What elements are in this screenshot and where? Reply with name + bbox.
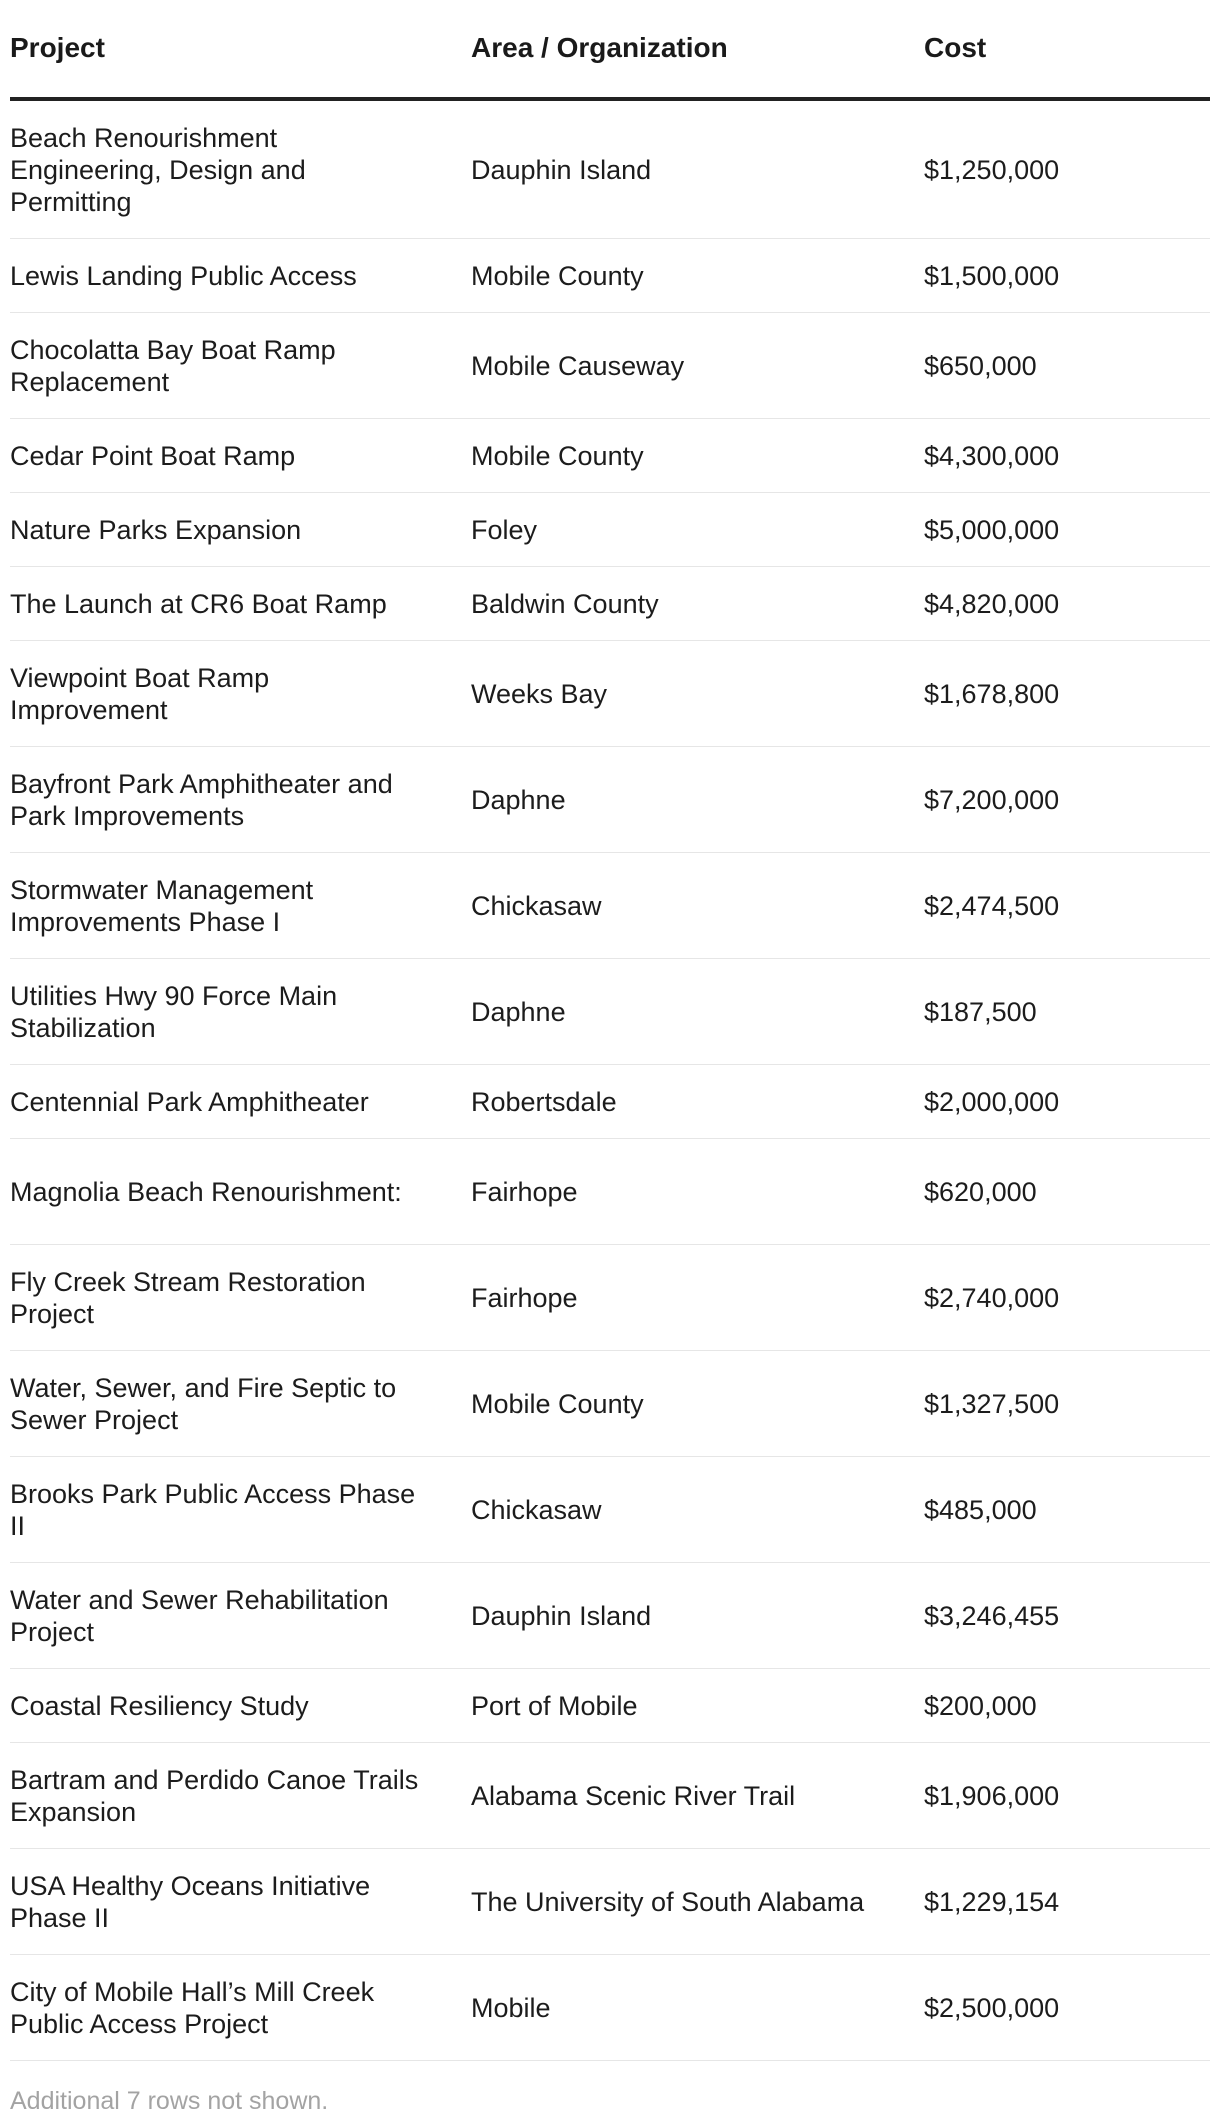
- cell-project: Water and Sewer Rehabilitation Project: [10, 1563, 471, 1669]
- cell-project: Chocolatta Bay Boat Ramp Replacement: [10, 313, 471, 419]
- table-row: [10, 641, 1210, 747]
- cell-area: Baldwin County: [471, 567, 924, 641]
- cell-area: Mobile County: [471, 419, 924, 493]
- cell-cost: $620,000: [924, 1139, 1210, 1245]
- cell-cost: $1,906,000: [924, 1743, 1210, 1849]
- cell-area: Weeks Bay: [471, 641, 924, 747]
- table-row: [10, 747, 1210, 853]
- cell-area: Fairhope: [471, 1245, 924, 1351]
- column-header-cost-label: Cost: [924, 31, 987, 63]
- table-row: [10, 1849, 1210, 1955]
- column-header-project: [10, 0, 471, 99]
- table-row: [10, 1743, 1210, 1849]
- cell-cost: $1,678,800: [924, 641, 1210, 747]
- projects-table: [10, 0, 1210, 2061]
- cell-project: Stormwater Management Improvements Phase I: [10, 853, 471, 959]
- cell-area: Mobile: [471, 1955, 924, 2061]
- cell-area: The University of South Alabama: [471, 1849, 924, 1955]
- data-table-container: [10, 0, 1220, 2116]
- cell-project: Bartram and Perdido Canoe Trails Expansion: [10, 1743, 471, 1849]
- cell-cost: $3,246,455: [924, 1563, 1210, 1669]
- cell-area: Daphne: [471, 747, 924, 853]
- cell-area: Chickasaw: [471, 853, 924, 959]
- header-row: [10, 0, 1210, 99]
- cell-project: USA Healthy Oceans Initiative Phase II: [10, 1849, 471, 1955]
- table-row: [10, 1669, 1210, 1743]
- column-header-area: [471, 0, 924, 99]
- column-header-project-label: Project: [10, 31, 105, 63]
- cell-cost: $2,500,000: [924, 1955, 1210, 2061]
- cell-project: Cedar Point Boat Ramp: [10, 419, 471, 493]
- cell-cost: $2,474,500: [924, 853, 1210, 959]
- cell-cost: $5,000,000: [924, 493, 1210, 567]
- table-row: [10, 853, 1210, 959]
- table-body: [10, 99, 1210, 2061]
- cell-project: The Launch at CR6 Boat Ramp: [10, 567, 471, 641]
- cell-project: Fly Creek Stream Restoration Project: [10, 1245, 471, 1351]
- cell-cost: $1,250,000: [924, 99, 1210, 239]
- cell-area: Robertsdale: [471, 1065, 924, 1139]
- cell-cost: $1,229,154: [924, 1849, 1210, 1955]
- table-row: [10, 1955, 1210, 2061]
- cell-cost: $1,327,500: [924, 1351, 1210, 1457]
- cell-project: Nature Parks Expansion: [10, 493, 471, 567]
- column-header-cost: [924, 0, 1210, 99]
- table-row: [10, 1065, 1210, 1139]
- cell-cost: $187,500: [924, 959, 1210, 1065]
- cell-cost: $2,740,000: [924, 1245, 1210, 1351]
- cell-cost: $7,200,000: [924, 747, 1210, 853]
- cell-area: Mobile County: [471, 239, 924, 313]
- table-row: [10, 1457, 1210, 1563]
- cell-area: Dauphin Island: [471, 1563, 924, 1669]
- cell-project: Beach Renourishment Engineering, Design and Permitting: [10, 99, 471, 239]
- table-row: [10, 1563, 1210, 1669]
- column-header-area-label: Area / Organization: [471, 31, 728, 63]
- cell-cost: $4,300,000: [924, 419, 1210, 493]
- cell-area: Mobile Causeway: [471, 313, 924, 419]
- rows-hidden-note: Additional 7 rows not shown.: [10, 2087, 329, 2115]
- table-row: [10, 959, 1210, 1065]
- cell-area: Daphne: [471, 959, 924, 1065]
- cell-area: Mobile County: [471, 1351, 924, 1457]
- cell-project: Magnolia Beach Renourishment:: [10, 1139, 471, 1245]
- cell-area: Foley: [471, 493, 924, 567]
- table-row: [10, 99, 1210, 239]
- cell-project: Lewis Landing Public Access: [10, 239, 471, 313]
- cell-area: Fairhope: [471, 1139, 924, 1245]
- cell-cost: $4,820,000: [924, 567, 1210, 641]
- cell-project: Utilities Hwy 90 Force Main Stabilization: [10, 959, 471, 1065]
- table-row: [10, 1245, 1210, 1351]
- cell-area: Chickasaw: [471, 1457, 924, 1563]
- table-header: [10, 0, 1210, 99]
- cell-area: Port of Mobile: [471, 1669, 924, 1743]
- cell-cost: $2,000,000: [924, 1065, 1210, 1139]
- cell-cost: $650,000: [924, 313, 1210, 419]
- cell-area: Alabama Scenic River Trail: [471, 1743, 924, 1849]
- cell-project: Bayfront Park Amphitheater and Park Improvements: [10, 747, 471, 853]
- cell-project: Viewpoint Boat Ramp Improvement: [10, 641, 471, 747]
- table-row: [10, 493, 1210, 567]
- cell-area: Dauphin Island: [471, 99, 924, 239]
- cell-cost: $200,000: [924, 1669, 1210, 1743]
- table-row: [10, 313, 1210, 419]
- cell-project: Water, Sewer, and Fire Septic to Sewer Project: [10, 1351, 471, 1457]
- cell-project: City of Mobile Hall’s Mill Creek Public Access Project: [10, 1955, 471, 2061]
- cell-cost: $1,500,000: [924, 239, 1210, 313]
- table-row: [10, 1351, 1210, 1457]
- cell-project: Centennial Park Amphitheater: [10, 1065, 471, 1139]
- cell-project: Coastal Resiliency Study: [10, 1669, 471, 1743]
- table-row: [10, 239, 1210, 313]
- table-row: [10, 567, 1210, 641]
- cell-cost: $485,000: [924, 1457, 1210, 1563]
- table-row: [10, 419, 1210, 493]
- cell-project: Brooks Park Public Access Phase II: [10, 1457, 471, 1563]
- table-row: [10, 1139, 1210, 1245]
